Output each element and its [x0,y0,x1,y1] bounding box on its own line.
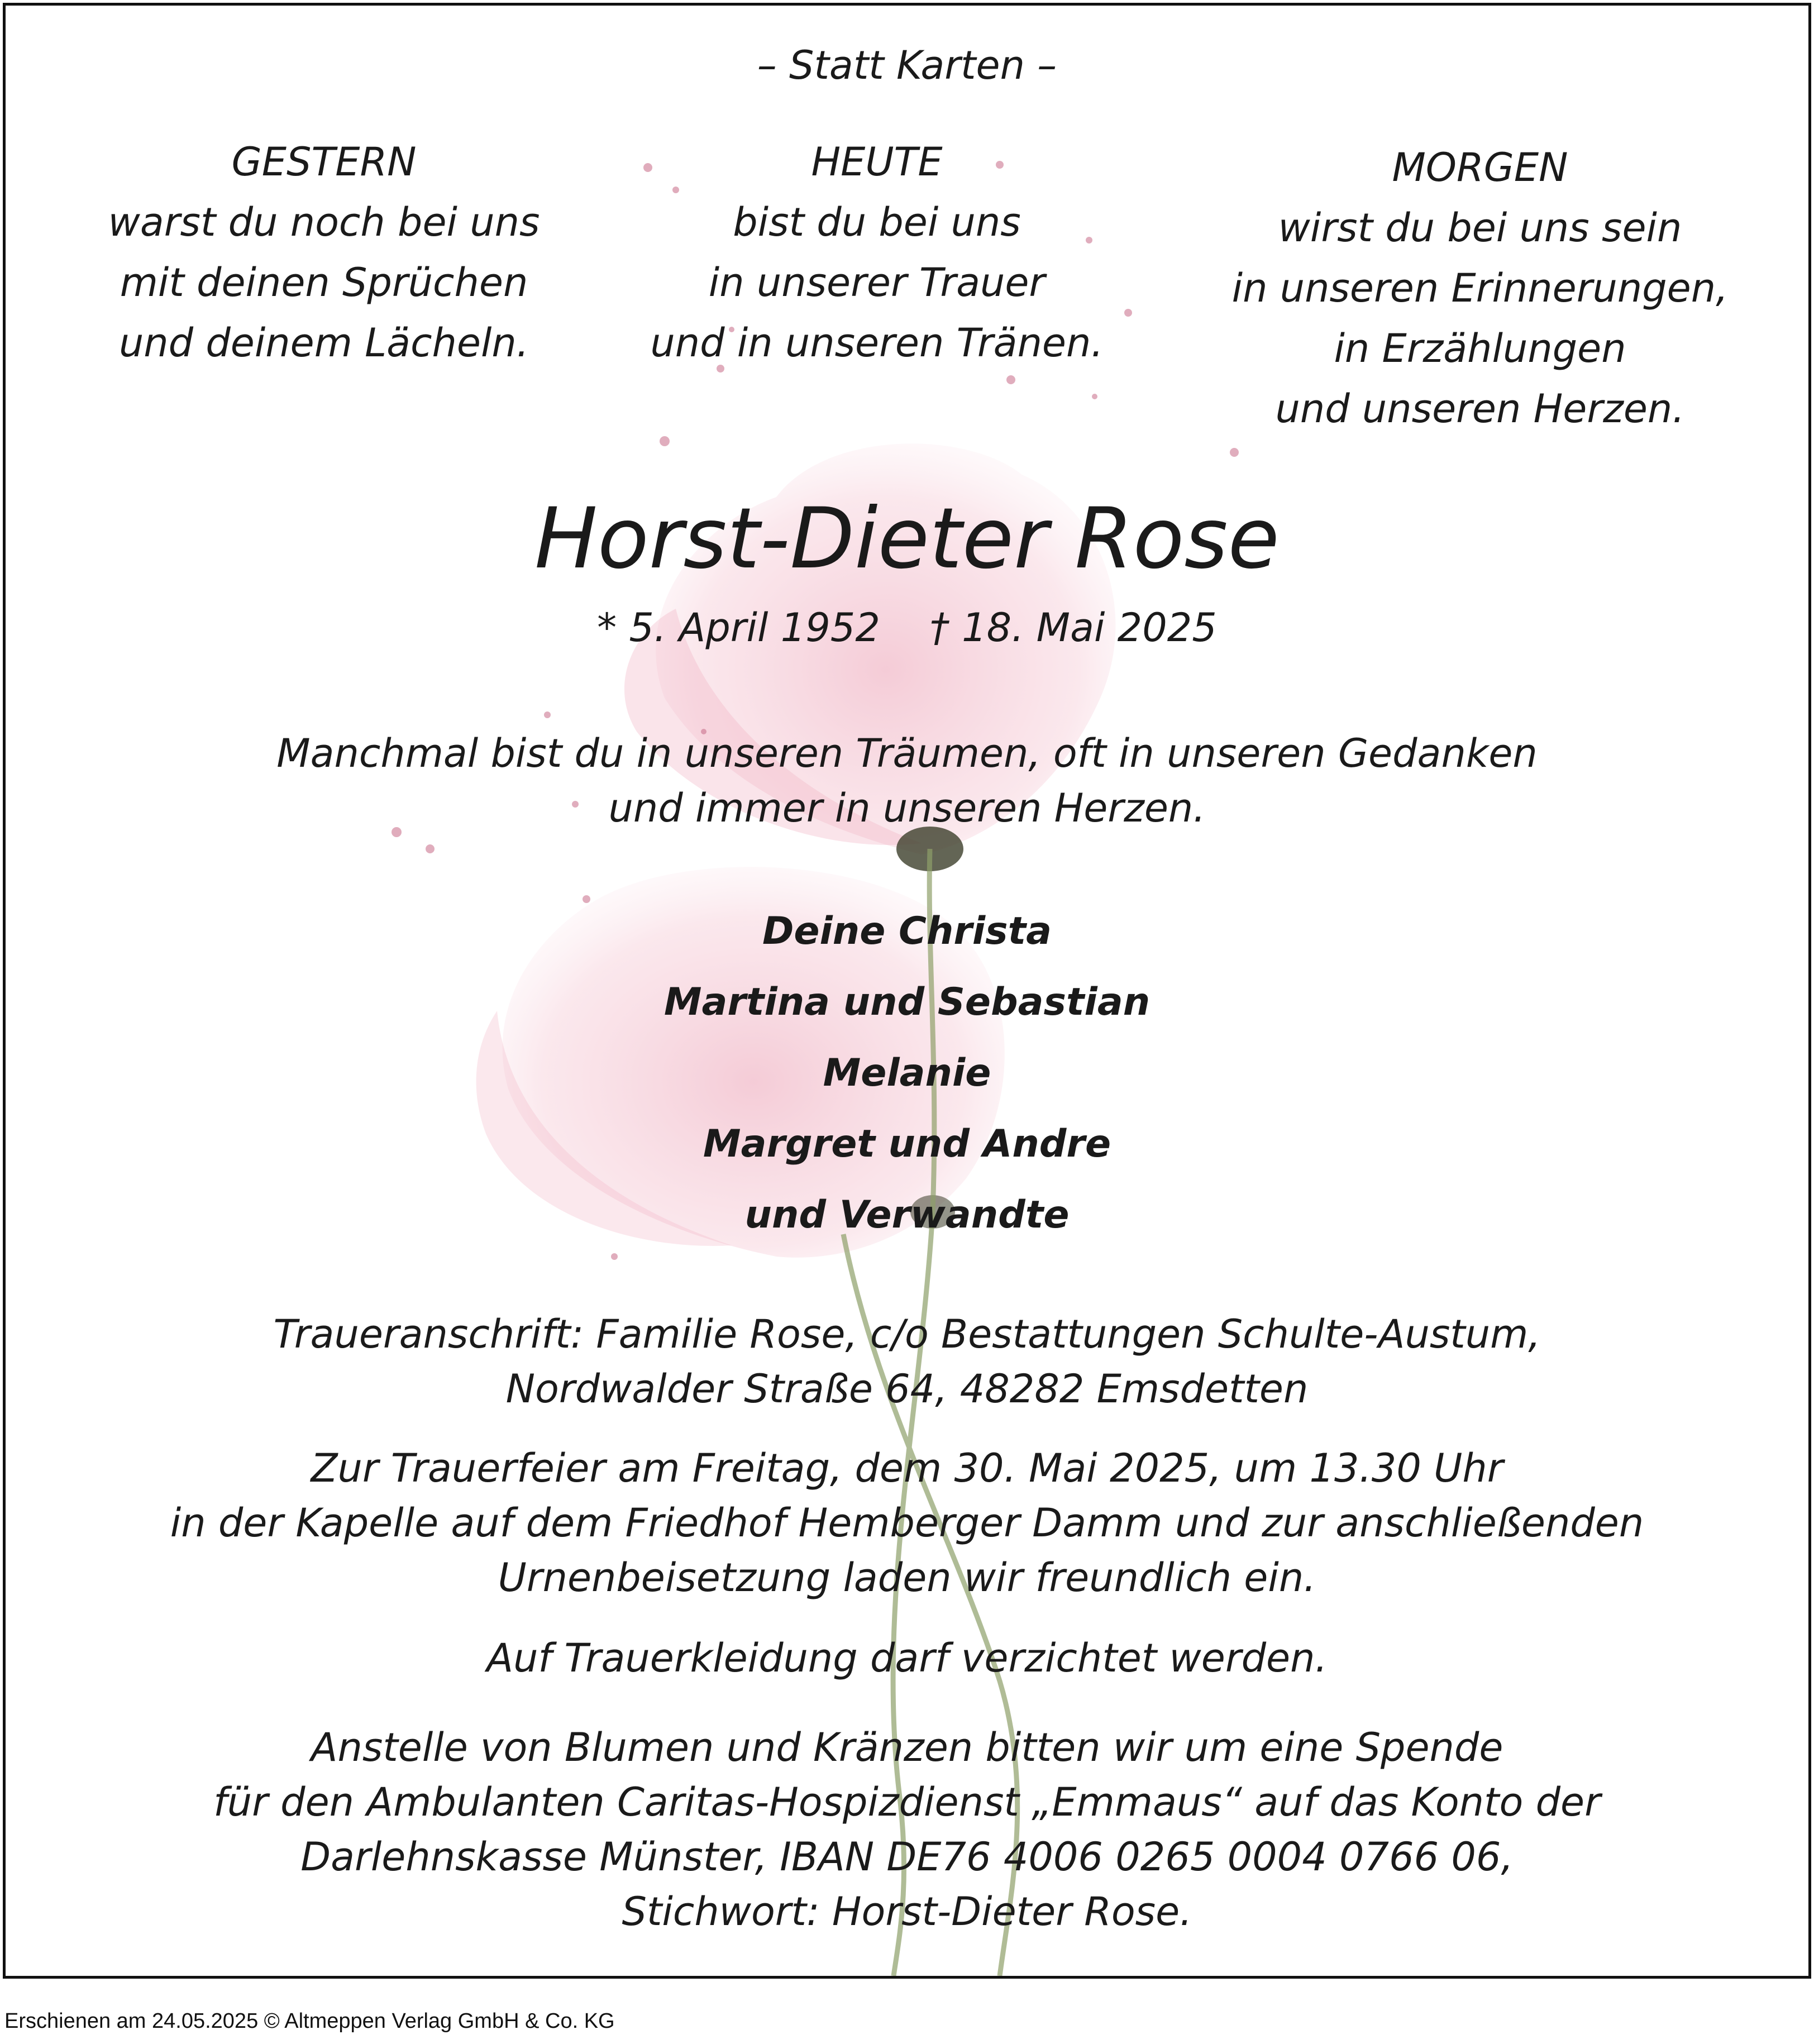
column-line: HEUTE [811,139,943,185]
publication-footer: Erschienen am 24.05.2025 © Altmeppen Verlag GmbH & Co. KG [4,2009,615,2033]
column-line: wirst du bei uns sein [1278,205,1682,251]
mourner: Martina und Sebastian [663,980,1151,1024]
column-line: und unseren Herzen. [1275,386,1685,432]
column-heute [592,132,1162,373]
mourner: Deine Christa [762,909,1052,953]
statt-karten-header: – Statt Karten – [757,42,1057,88]
column-line: und deinem Lächeln. [118,320,529,366]
dress-code-note: Auf Trauerkleidung darf verzichtet werden. [486,1635,1328,1681]
mourner: Melanie [823,1051,991,1095]
donation-line: Stichwort: Horst-Dieter Rose. [622,1889,1192,1935]
mourner: und Verwandte [744,1193,1070,1237]
column-line: MORGEN [1392,145,1568,190]
column-line: warst du noch bei uns [108,199,540,245]
column-gestern [45,132,603,373]
column-line: bist du bei uns [733,199,1021,245]
quote-line: Manchmal bist du in unseren Träumen, oft in unseren Gedanken [276,730,1538,776]
column-line: in Erzählungen [1334,326,1626,371]
address-line: Traueranschrift: Familie Rose, c/o Bestattungen Schulte-Austum, [273,1311,1541,1357]
column-morgen [1173,137,1787,439]
column-line: mit deinen Sprüchen [120,260,528,305]
column-line: GESTERN [231,139,417,185]
funeral-service-info [6,1441,1808,1605]
column-line: in unserer Trauer [708,260,1046,305]
quote-line: und immer in unseren Herzen. [608,785,1206,831]
column-line: in unseren Erinnerungen, [1231,265,1729,311]
service-line: in der Kapelle auf dem Friedhof Hemberger Damm und zur anschließenden [170,1500,1644,1546]
mourner: Margret und Andre [703,1122,1111,1166]
quote [6,726,1808,835]
address-line: Nordwalder Straße 64, 48282 Emsdetten [505,1366,1309,1412]
service-line: Urnenbeisetzung laden wir freundlich ein. [498,1555,1316,1601]
donation-line: Darlehnskasse Münster, IBAN DE76 4006 0265 0004 0766 06, [300,1834,1514,1880]
mourners-list [6,896,1808,1250]
donation-line: Anstelle von Blumen und Kränzen bitten wir um eine Spende [311,1725,1503,1770]
life-dates: * 5. April 1952 † 18. Mai 2025 [597,605,1217,651]
deceased-name: Horst-Dieter Rose [534,490,1280,588]
service-line: Zur Trauerfeier am Freitag, dem 30. Mai 2025, um 13.30 Uhr [311,1445,1503,1491]
donation-request [6,1720,1808,1939]
column-line: und in unseren Tränen. [650,320,1104,366]
donation-line: für den Ambulanten Caritas-Hospizdienst „Emmaus“ auf das Konto der [213,1779,1601,1825]
obituary-card [3,3,1811,1979]
mourning-address [6,1307,1808,1416]
